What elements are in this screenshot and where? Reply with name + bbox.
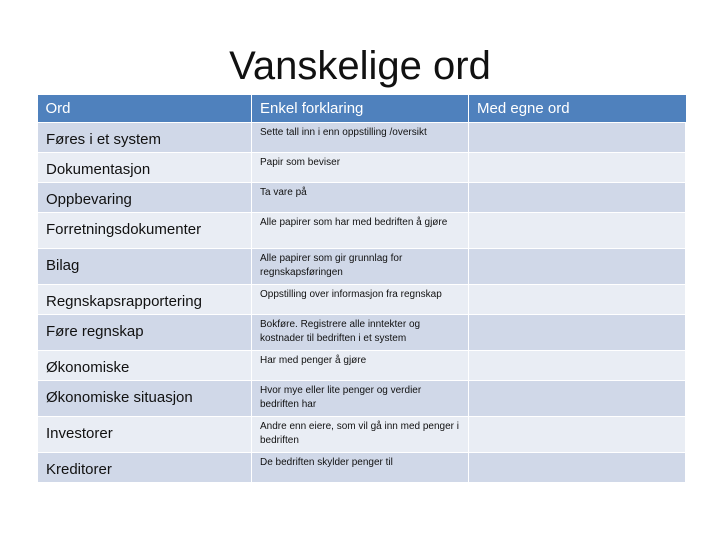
column-header-word: Ord [38, 95, 252, 123]
explanation-cell: Hvor mye eller lite penger og verdier bedriften har [252, 381, 469, 417]
term-cell: Føres i et system [38, 123, 252, 153]
term-cell: Bilag [38, 249, 252, 285]
term-cell: Føre regnskap [38, 315, 252, 351]
slide-title: Vanskelige ord [229, 44, 491, 88]
term-cell: Forretningsdokumenter [38, 213, 252, 249]
table-header-row [38, 95, 686, 123]
explanation-cell: De bedriften skylder penger til [252, 453, 469, 483]
term-cell: Oppbevaring [38, 183, 252, 213]
term-cell: Regnskapsrapportering [38, 285, 252, 315]
explanation-cell: Andre enn eiere, som vil gå inn med penger i bedriften [252, 417, 469, 453]
explanation-cell: Ta vare på [252, 183, 469, 213]
own-words-cell [469, 351, 686, 381]
table-row [38, 183, 686, 213]
explanation-cell: Oppstilling over informasjon fra regnskap [252, 285, 469, 315]
own-words-cell [469, 249, 686, 285]
table-row [38, 417, 686, 453]
own-words-cell [469, 453, 686, 483]
explanation-cell: Har med penger å gjøre [252, 351, 469, 381]
own-words-cell [469, 123, 686, 153]
column-header-own-words: Med egne ord [469, 95, 686, 123]
term-cell: Økonomiske [38, 351, 252, 381]
table-row [38, 381, 686, 417]
table-row [38, 249, 686, 285]
table-row [38, 123, 686, 153]
own-words-cell [469, 315, 686, 351]
explanation-cell: Alle papirer som har med bedriften å gjøre [252, 213, 469, 249]
own-words-cell [469, 285, 686, 315]
own-words-cell [469, 381, 686, 417]
table-row [38, 453, 686, 483]
table-row [38, 285, 686, 315]
own-words-cell [469, 417, 686, 453]
table-row [38, 213, 686, 249]
explanation-cell: Alle papirer som gir grunnlag for regnskapsføringen [252, 249, 469, 285]
own-words-cell [469, 213, 686, 249]
explanation-cell: Sette tall inn i enn oppstilling /oversikt [252, 123, 469, 153]
table-row [38, 153, 686, 183]
own-words-cell [469, 183, 686, 213]
explanation-cell: Bokføre. Registrere alle inntekter og kostnader til bedriften i et system [252, 315, 469, 351]
term-cell: Økonomiske situasjon [38, 381, 252, 417]
term-cell: Dokumentasjon [38, 153, 252, 183]
explanation-cell: Papir som beviser [252, 153, 469, 183]
column-header-explanation: Enkel forklaring [252, 95, 469, 123]
table-row [38, 351, 686, 381]
own-words-cell [469, 153, 686, 183]
table-row [38, 315, 686, 351]
vocabulary-table [37, 95, 686, 483]
term-cell: Investorer [38, 417, 252, 453]
term-cell: Kreditorer [38, 453, 252, 483]
